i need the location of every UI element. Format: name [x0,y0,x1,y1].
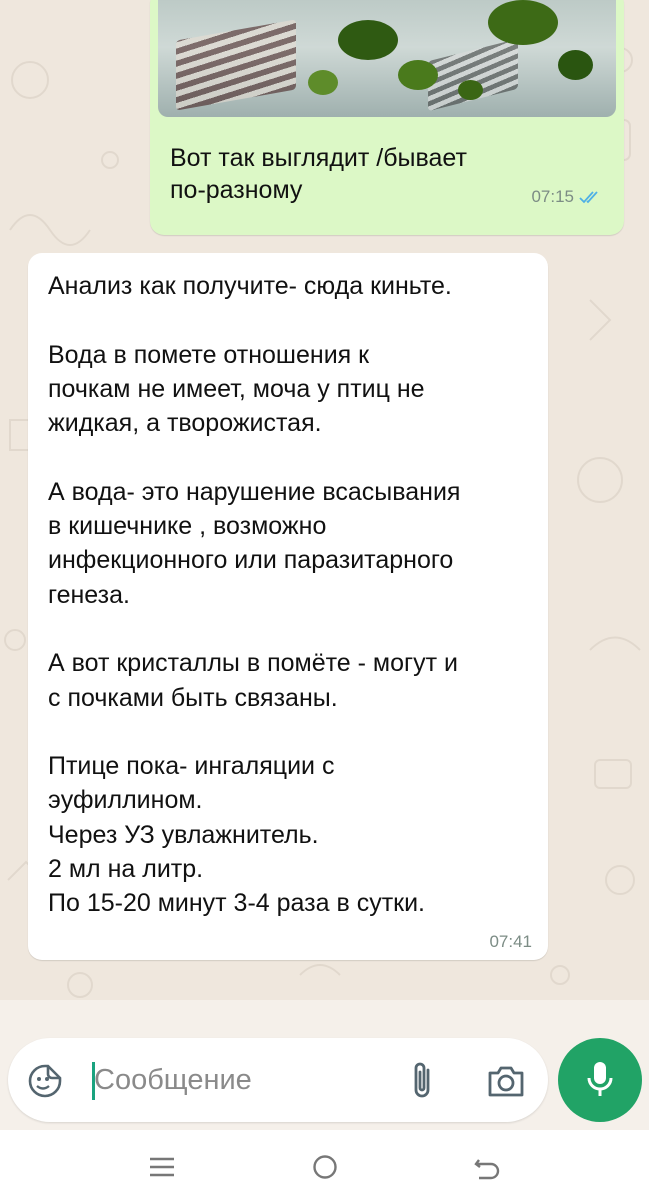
photo-attachment[interactable] [158,0,616,117]
message-line: эуфиллином. [48,786,203,815]
incoming-message-bubble[interactable] [28,253,548,960]
message-line: А вот кристаллы в помёте - могут и [48,649,458,678]
microphone-icon [585,1060,615,1100]
outgoing-message-bubble[interactable] [150,0,624,235]
microphone-button[interactable] [558,1038,642,1122]
message-line: По 15-20 минут 3-4 раза в сутки. [48,889,426,918]
message-line: в кишечнике , возможно [48,512,327,541]
message-line [48,715,543,749]
message-line [48,612,543,646]
message-line: А вода- это нарушение всасывания [48,477,461,506]
message-line: Вода в помете отношения к [48,340,370,369]
message-line [48,303,543,337]
back-icon[interactable] [472,1152,502,1182]
message-time: 07:15 [531,187,574,206]
message-box[interactable] [8,1038,548,1122]
message-line: инфекционного или паразитарного [48,546,454,575]
message-time: 07:41 [489,932,532,951]
camera-icon[interactable] [486,1062,526,1100]
photo-package-label-2 [428,39,518,111]
outgoing-message-meta [531,187,604,207]
message-line: генеза. [48,580,130,609]
message-line: жидкая, а творожистая. [48,409,322,438]
message-line: Анализ как получите- сюда киньте. [48,272,452,300]
message-line: Через УЗ увлажнитель. [48,820,319,849]
message-line: с почками быть связаны. [48,683,338,712]
photo-package-label [176,19,296,110]
message-line: почкам не имеет, моча у птиц не [48,374,425,403]
message-composer [0,1030,649,1130]
recent-apps-icon[interactable] [147,1152,177,1182]
double-check-icon [578,189,604,205]
incoming-message-text [48,269,543,921]
sticker-icon[interactable] [26,1062,64,1100]
message-line: Птице пока- ингаляции с [48,752,335,781]
message-input[interactable] [94,1056,394,1104]
message-line [48,440,543,474]
message-line: 2 мл на литр. [48,855,204,884]
composer-top-strip [0,1000,649,1030]
home-icon[interactable] [310,1152,340,1182]
paperclip-icon[interactable] [404,1060,440,1102]
system-navigation-bar [0,1130,649,1200]
outgoing-message-text: Вот так выглядит /бывает по-разному [170,144,467,204]
